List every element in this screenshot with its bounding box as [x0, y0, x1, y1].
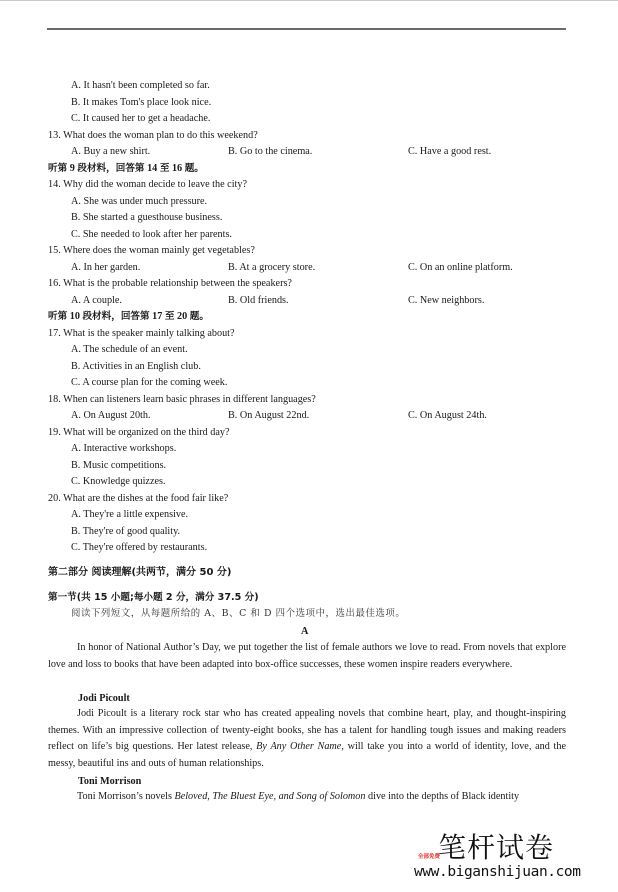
- author1-paragraph: [48, 706, 566, 772]
- author2-paragraph: [48, 789, 566, 806]
- page-top-border: [0, 0, 618, 1]
- watermark-brand: 笔杆试卷: [438, 831, 555, 864]
- instruction-number: 16: [169, 162, 185, 174]
- instruction-number: 17: [149, 311, 165, 322]
- q18-option-a: A. On August 20th.: [71, 410, 151, 421]
- q14-option-a: A. She was under much pressure.: [71, 195, 208, 207]
- site-watermark: [414, 831, 598, 882]
- q12-option-a: A. It hasn't been completed so far.: [71, 80, 210, 91]
- instruction-passage-10: [48, 311, 209, 323]
- author1-text: , will take you into a world of identity, love, and the messy, beautiful ins and outs of human relationships.: [48, 741, 567, 769]
- author1-text: Jodi Picoult is a literary rock star who has created appealing novels that combine heart, play, and thought-inspiring themes. With an impressive collection of twenty-eight books, she has a talent for handling tough issues and making readers reflect on life’s big questions. Her latest release,: [48, 708, 566, 753]
- section1-instruction: 阅读下列短文，从每题所给的 A、B、C 和 D 四个选项中，选出最佳选项。: [71, 608, 406, 619]
- q14-option-c: C. She needed to look after her parents.: [71, 228, 232, 240]
- instruction-text: 题。: [184, 162, 204, 174]
- q16-option-c: C. New neighbors.: [408, 294, 485, 306]
- q19-option-c: C. Knowledge quizzes.: [71, 476, 166, 487]
- author1-book-title: By Any Other Name: [256, 741, 342, 753]
- author2-text: Toni Morrison’s novels: [77, 791, 175, 802]
- header-rule: [47, 28, 566, 30]
- q13-question: 13. What does the woman plan to do this weekend?: [48, 129, 258, 141]
- instruction-passage-9: [48, 163, 204, 175]
- q15-option-a: A. In her garden.: [71, 261, 141, 273]
- q13-option-c: C. Have a good rest.: [408, 146, 492, 157]
- q15-option-c: C. On an online platform.: [408, 261, 513, 273]
- q12-option-c: C. It caused her to get a headache.: [71, 113, 211, 124]
- q16-question: 16. What is the probable relationship between the speakers?: [48, 278, 292, 289]
- watermark-free-label: 全部免费: [418, 854, 441, 860]
- q13-option-b: B. Go to the cinema.: [228, 146, 313, 157]
- q17-option-a: A. The schedule of an event.: [71, 344, 188, 355]
- q15-option-b: B. At a grocery store.: [228, 261, 316, 273]
- author2-book-titles: Beloved, The Bluest Eye, and Song of Solomon: [174, 791, 366, 802]
- q18-question: 18. When can listeners learn basic phrases in different languages?: [48, 393, 316, 405]
- instruction-number: 14: [144, 162, 160, 174]
- q19-option-b: B. Music competitions.: [71, 459, 167, 471]
- q20-option-c: C. They're offered by restaurants.: [71, 542, 208, 553]
- instruction-text: 听第: [48, 311, 68, 322]
- instruction-number: 20: [174, 311, 190, 322]
- q14-question: 14. Why did the woman decide to leave the city?: [48, 179, 247, 190]
- author-heading-jodi-picoult: Jodi Picoult: [78, 693, 130, 704]
- q18-option-c: C. On August 24th.: [408, 410, 487, 421]
- q20-option-a: A. They're a little expensive.: [71, 509, 189, 520]
- q13-option-a: A. Buy a new shirt.: [71, 146, 151, 157]
- part2-title: 第二部分 阅读理解(共两节，满分 50 分): [48, 567, 232, 578]
- q16-option-a: A. A couple.: [71, 294, 122, 306]
- instruction-number: 9: [67, 162, 78, 174]
- q17-option-b: B. Activities in an English club.: [71, 360, 201, 372]
- passage-intro-text: In honor of National Author’s Day, we put together the list of female authors we love to read. From novels that explore love and loss to books that have been adapted into box-office successes, these women inspire readers everywhere.: [48, 642, 566, 670]
- instruction-text: 至: [164, 311, 175, 322]
- q15-question: 15. Where does the woman mainly get vegetables?: [48, 245, 255, 256]
- instruction-text: 听第: [48, 162, 68, 174]
- q14-option-b: B. She started a guesthouse business.: [71, 212, 223, 223]
- author-heading-toni-morrison: Toni Morrison: [78, 776, 142, 787]
- passage-intro-paragraph: [48, 640, 566, 673]
- instruction-text: 至: [159, 162, 170, 174]
- author2-text: dive into the depths of Black identity: [365, 791, 520, 802]
- q20-question: 20. What are the dishes at the food fair like?: [48, 492, 229, 504]
- q16-option-b: B. Old friends.: [228, 294, 289, 306]
- instruction-number: 10: [67, 311, 83, 322]
- instruction-text: 题。: [189, 311, 209, 322]
- q20-option-b: B. They're of good quality.: [71, 525, 181, 537]
- passage-letter: A: [301, 626, 309, 637]
- instruction-text: 段材料，回答第: [77, 162, 145, 174]
- section1-title: 第一节(共 15 小题;每小题 2 分，满分 37.5 分): [48, 592, 259, 603]
- q12-option-b: B. It makes Tom's place look nice.: [71, 96, 212, 108]
- instruction-text: 段材料，回答第: [82, 311, 150, 322]
- q19-question: 19. What will be organized on the third day?: [48, 426, 230, 438]
- q17-question: 17. What is the speaker mainly talking about?: [48, 327, 235, 339]
- q19-option-a: A. Interactive workshops.: [71, 443, 177, 454]
- q17-option-c: C. A course plan for the coming week.: [71, 377, 228, 388]
- q18-option-b: B. On August 22nd.: [228, 410, 310, 421]
- watermark-url: www.biganshijuan.com: [414, 864, 581, 880]
